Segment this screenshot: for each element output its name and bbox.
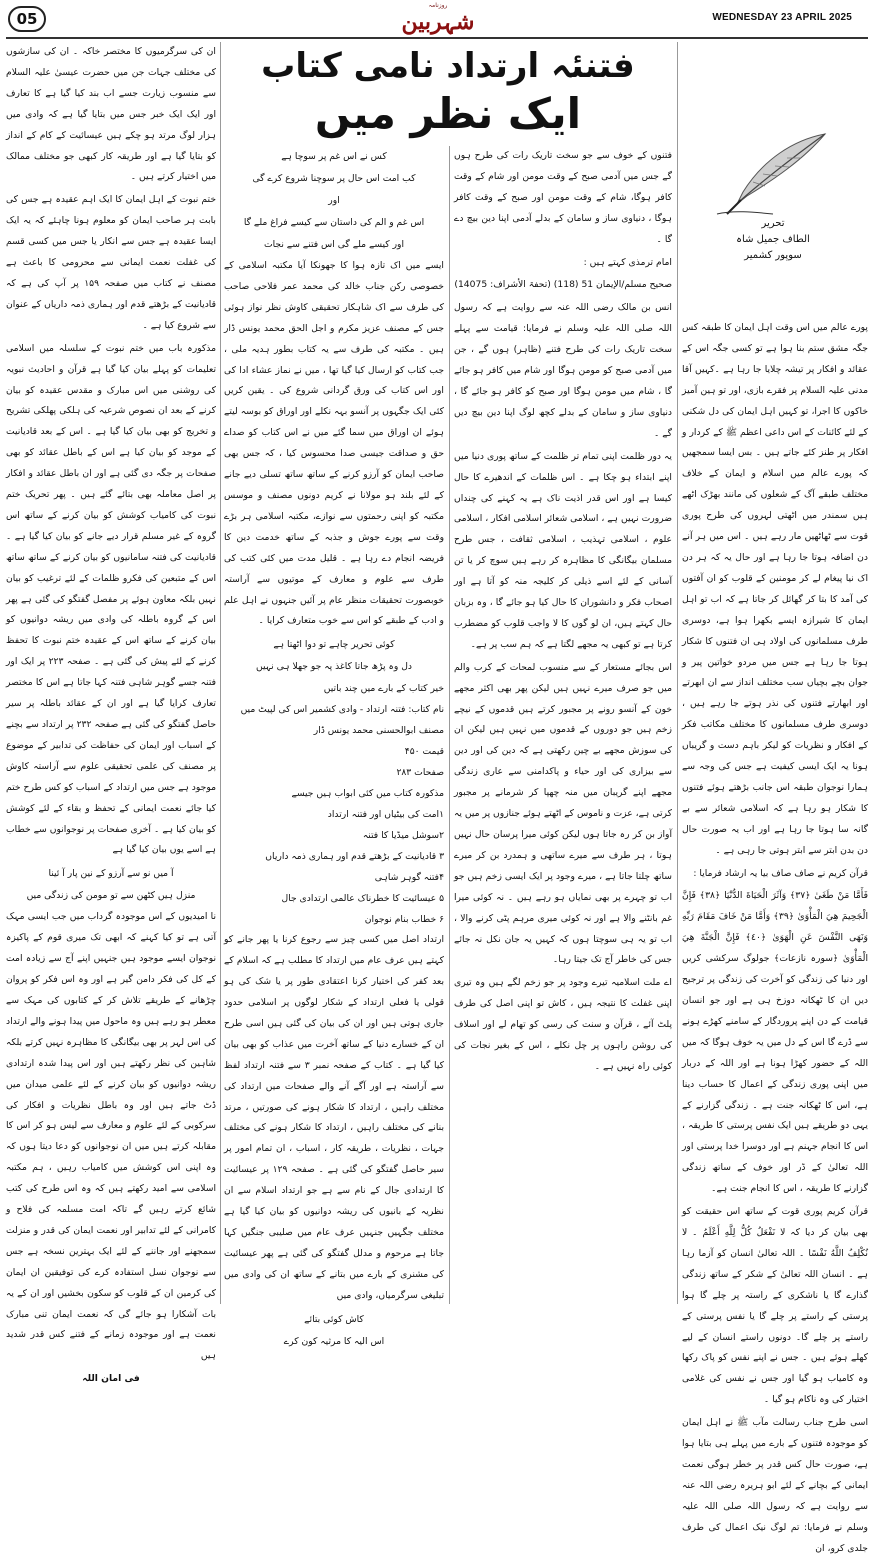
verse-line: کب امت اس حال پر سوچنا شروع کرے گی (252, 173, 416, 184)
paragraph: ایسے میں اک تازہ ہوا کا جھونکا آیا مکتبہ اسلامی کے خصوصی رکن جناب خالد کی محمد عمر فلاحی صاحب کی طرف سے اک شاہکار تحقیقی کاوش نظر نواز ہوئی جس کے مصنف عزیز مکرم و اجل الحق محمد یونس ڈار ہیں ۔ مکتبہ کی طرف سے یہ کتاب بطور ہدیہ ملی ، جب کتاب کو ارسال کیا گیا تھا ، میں نے نماز عشاء ادا کی اور اس کتاب کی ورق گردانی شروع کی ۔ یقین کریں کئی ایک جگہوں پر آنسو بہہ نکلے اور اوراق کو بوسہ لیتے ہوئے ان اوراق میں سما گئے میں نے اس کتاب کو صداے حق و صداقت جیسی صدا محسوس کیا ، کہ جس بھی صاحب ایمان کو آرزو کرنے کے ساتھ ساتھ تسلی دیے جانے کے لئے بلند ہو مولانا نے کریم دونوں مصنف و موسس مکتبہ کو اپنی رحمتوں سے نوازے، مکتبہ اسلامی ہر بڑے وقت سے پورے جوش و جذبہ کے ساتھ خدمت دین کا فریضہ انجام دے رہا ہے ۔ قلیل مدت میں کئی کتب کی طرف سے علوم و معارف کے موتیوں سے آراستہ خوبصورت تحقیقات منظر عام پر آئیں جنہوں نے اہل علم و ادب کے طبقے کو اس سے خوب متعارف کرایا ۔ (224, 260, 444, 627)
paragraph: انس بن مالک رضی اللہ عنہ سے روایت ہے کہ رسول اللہ صلی اللہ علیہ وسلم نے فرمایا: قیامت سے پہلے سخت تاریک رات کی طرح فتنے (ظاہر) ہوں گے ، جن میں آدمی صبح کو مومن ہوگا اور شام میں کافر ہو جائے گا ، شام میں مومن ہوگا اور صبح کو کافر ہو جائے گا ، دنیاوی ساز و سامان کے بدلے کچھ لوگ اپنا دین بیچ دیں گے ۔ (454, 302, 672, 439)
chapter-item: ۴فتنہ گوہر شاہی (374, 872, 444, 884)
book-pages-line: صفحات ۲۸۳ (396, 767, 444, 779)
paragraph: فتنوں کے خوف سے جو سخت تاریک رات کی طرح ہوں گے جس میں آدمی صبح کے وقت مومن اور شام کے وقت کافر ہوگا، شام کے وقت مومن اور صبح کے وقت کافر ہوگا ، دنیاوی ساز و سامان کے بدلے آدمی اپنا دین بیچ دے گا ۔ (454, 150, 672, 245)
paragraph: قرآن کریم نے صاف صاف بیا یہ ارشاد فرمایا : (693, 867, 868, 879)
chapters-heading: مذکورہ کتاب میں کئی ابواب ہیں جیسے (291, 788, 444, 800)
page-header (0, 0, 874, 42)
paragraph: نا امیدیوں کے اس موجودہ گرداب میں جب ایسی مہک آتی ہے تو کیا کہنے کہ ابھی تک میری قوم کے پاکیزہ نوجوان ایسے موجود ہیں جنہیں اپنے آج سے زیادہ امت کے کل کی فکر دامن گیر ہے اور وہ اس فکر کو پروان چڑھانے کے طریقے تلاش کر کے کتابوں کی مہک سے معطر ہو رہے ہیں وہ ماحول میں پیدا ہونے والے ارتداد کی اس لہر پر بھی بیگانگی کا مظاہرہ نہیں کرتے بلکہ شاہین کی نظر رکھتے ہیں اور اس پیدا شدہ ارتدادی ریشہ دوانیوں کو بیان کرنے کے لئے علمی میدان میں ڈٹ جاتے ہیں اور وہ باطل نظریات و افکار کی سرکوبی کے لئے علوم و معارف سے لیس ہو کر اس کا مقابلہ کرتے ہیں میں ان نوجوانوں کو دعا دیتا ہوں کہ وہ اپنی اس کوشش میں کامیاب رہیں ، ہم مکتبہ اسلامی سے امید رکھتے ہیں کہ وہ اس طرح کی کتب شائع کرتے رہیں گے تاکہ امت مسلمہ کی فلاح و کامرانی کے لئے تدابیر اور نعمت ایمان کی قدر و منزلت سمجھنے اور جاننے کے لئے ایک بہترین نسخہ ہے جس سے نوجوان نسل استفادہ کرے کی توفیقین ان ایمان کی کرمین ان کے قلوب کو سکون بخشیں اور ان کے یہ بات آشکارا ہو جائے گی کہ نعمت ایمان تنی مبارک نعمت ہے اور موجودہ زمانے کے فتنے کس قدر شدید ہیں (6, 911, 216, 1362)
paragraph: یہ دور ظلمت اپنی تمام تر ظلمت کے ساتھ پوری دنیا میں اپنے ابتداء ہو چکا ہے ۔ اس ظلمات کے اندھیرے کا حال کیسا ہے اور اس قدر اذیت ناک ہے یہ کہنے کی چنداں ضرورت نہیں ہے ، اسلامی شعائر اسلامی افکار ، اسلامی علوم ، اسلامی تہذیب ، اسلامی ثقافت ، جس طرح مسلمان بیگانگی کا مظاہرہ کر رہے ہیں سوچ کر یا تن آسانی کے لئے اسے ذیلی کر کلیجہ منہ کو آتا ہے اور اصحاب فکر و دانشوران کا حال کیا ہو جائے گا ، وہ بزبان حال کہتے ہیں، ان لو گوں کا لا واجب قلوب کو مضطرب کرتا ہے تو کبھی یہ مجھے لگتا ہے کہ ہم سب پر ہے۔ (454, 450, 672, 650)
paragraph: اے ملت اسلامیہ تیرے وجود پر جو زخم لگے ہیں وہ تیری اپنی غفلت کا نتیجہ ہیں ، کاش تو اپنی اصل کی طرف پلٹ آئے ، قرآن و سنت کی رسی کو تھام لے اور اسلاف کی روشن راہوں پر چل نکلے ، اس کے بغیر نجات کی کوئی راہ نہیں ہے ۔ (454, 977, 672, 1072)
byline-place: سوپور کشمیر (744, 250, 802, 261)
paragraph: ان کی سرگرمیوں کا مختصر خاکہ ۔ ان کی سازشوں کی مختلف جہات جن میں حضرت عیسیٰ علیہ السلام سے منسوب زیارت جسے اب بند کیا گیا ہے کا تعارف اور ایک ایک خبر جس میں بتایا گیا ہے کہ وادی میں ہزار لوگ مرتد ہو چکے ہیں عیسائیت کے کام کے انداز کو بتایا گیا ہے اور طریقہ کار کبھی جو مختلف ممالک میں اختیار کرتے ہیں ۔ (6, 46, 216, 183)
book-details-heading: خیر کتاب کے بارے میں چند باتیں (323, 683, 444, 695)
column-middle-right (454, 146, 672, 1308)
couplet (6, 863, 216, 907)
column-divider (220, 42, 221, 1304)
article-headline (224, 44, 672, 144)
header-rule (6, 37, 868, 39)
chapter-item: ۶ خطاب بنام نوجوان (364, 914, 444, 926)
paragraph: ختم نبوت کے اہل ایمان کا ایک اہم عقیدہ ہے جس کی بابت ہر صاحب ایمان کو معلوم ہونا چاہئے کہ یہ ایک ایسا عقیدہ ہے جس سے انکار یا جس میں کسی قسم کی غفلت نعمت ایمانی سے محرومی کا باعث ہے مصنف نے کتاب میں صفحہ ۱۵۹ پر آپ کی ہے کہ قادیانیت کے بڑھتے قدم اور ہماری ذمہ داریاں کے عنوان سے شروع کیا ہے ۔ (6, 194, 216, 331)
headline-line-1: فتنئہ ارتداد نامی کتاب (261, 46, 635, 86)
chapter-item: ۳ قادیانیت کے بڑھتے قدم اور ہماری ذمہ داریاں (265, 851, 444, 863)
page-number: 05 (8, 6, 46, 32)
byline (688, 130, 858, 310)
paragraph: اسی طرح جناب رسالت مآب ﷺ نے اہل ایمان کو موجودہ فتنوں کے بارے میں پہلے ہی بتایا ہوا ہے، صورت حال کس قدر پر خطر ہوگی نعمت ایمانی کے بچانے کے لئے ابو ہریرہ رضی اللہ عنہ سے روایت ہے کہ رسول اللہ صلی اللہ علیہ وسلم نے فرمایا: تم لوگ نیک اعمال کی طرف جلدی کرو، ان (682, 1417, 868, 1554)
byline-label: تحریر (761, 218, 785, 229)
masthead-logo: شہربین (401, 9, 475, 35)
reference-line: صحیح مسلم/الإيمان 51 (118) (تحفۃ الأشراف: 14075) (454, 279, 672, 291)
byline-author: الطاف جمیل شاہ (736, 234, 810, 245)
verse-line: آ میں نو سے آرزو کے نین پار آ ئینا (48, 868, 174, 880)
book-title-line: نام کتاب: فتنہ ارتداد - وادی کشمیر اس کی لپیٹ میں (240, 704, 444, 716)
masthead (398, 2, 478, 36)
paragraph: پورے عالم میں اس وقت اہل ایمان کا طبقہ کس جگہ مشق ستم بنا ہوا ہے تو کسی جگہ اس کے عقائد و افکار پر تیشہ چلایا جا رہا ہے ۔کہیں آقا مدنی علیہ السلام پر فقرے بازی، اور تو ہین آمیز خاکوں کا اجرا، تو کہیں اہل ایمان کی دل شکنی کے لئے کائنات کے اس داعی اعظم ﷺ کے کردار و افکار پر طنز کئے جاتے ہیں ۔ بس ایسا سمجھیں کہ پورے عالم میں اسلام و ایمان کے خلاف مختلف طبقے آگ کے شعلوں کی مانند بھڑک اٹھے ہیں سمندر میں اٹھتی لہروں کی طرح پوری قوت سے ٹھاٹھیں مار رہے ہیں ۔ اس میں ہر آنے دن اضافہ ہوتا جا رہا ہے اور حال یہ کہ ہر دن اک نیا پیغام لے کر مومنین کے قلوب کو ان آفتوں کی آمد کا بتا کر گھائل کر جاتا ہے کہ اب تو اہل ایمان کا شیرازہ ایسے بکھرا ہوا ہے، دوسری طرف مسلمانوں کی اولاد ہی ان فتنوں کا شکار ہوتا جا رہا ہے جس میں مردو خواتین پیر و جوان بچے بچیاں سب مختلف انداز سے ان ابھرتے اور ابھارتے فتنوں کی نذر ہوتے جا رہے ہیں ، دوسری طرف مسلمانوں کا مختلف مکاتب فکر کے افکار و نظریات کو لیکر باہم دست و گریباں ہونا یہ ایک ایسی کیفیت ہے جس کی وجہ سے ہمارا نوجوان طبقہ اس جانب بڑھتے ہوئے فتنوں کا شکار ہو رہا ہے کہ اسلامی شعائر سے بے گانہ سا ہوتا جا رہا ہے اور اب یہ صورت حال دن بدن ابتر سے ابتر ہوتی جا رہی ہے ۔ (682, 322, 868, 856)
masthead-tagline: روزنامہ (428, 2, 448, 9)
column-right (682, 42, 869, 1554)
quill-pen-icon (713, 130, 833, 216)
verse-line: کوئی تحریر چاہے تو دوا اٹھتا ہے (273, 639, 395, 651)
verse-line: منزل ہیں کٹھن سے تو مومن کی زندگی میں (26, 890, 196, 902)
column-divider (449, 146, 450, 1304)
couplet (224, 634, 444, 678)
book-details (224, 678, 444, 930)
column-divider (677, 42, 678, 1304)
closing-verse (224, 1309, 444, 1353)
book-author-line: مصنف ابوالحسنی محمد یونس ڈار (313, 725, 444, 737)
verse-line: کاش کوئی بتائے (304, 1313, 364, 1325)
chapter-item: ۲سوشل میڈیا کا فتنہ (362, 830, 444, 842)
verse-line: اور (328, 195, 340, 206)
issue-date: WEDNESDAY 23 APRIL 2025 (712, 12, 852, 23)
chapter-item: ۵ عیسائیت کا خطرناک عالمی ارتدادی جال (281, 893, 444, 905)
column-right-body (682, 318, 869, 1554)
paragraph: ارتداد اصل میں کسی چیز سے رجوع کرنا یا پھر جانے کو کہتے ہیں عرف عام میں ارتداد کا مطلب ہے کہ اسلام کے بعد کفر کی اختیار کرنا اعتقادی طور پر یا شک کی ہو قولی یا فعلی ارتداد کے شکار لوگوں پر اسلامی حدود جاری ہوتی ہیں اور ان کی بیان کی گئی ہیں اسی طرح ان کے خسارے دنیا کے ساتھ آخرت میں عذاب کو بھی بیان کیا گیا ہے ۔ کتاب کے صفحہ نمبر ۳ سے فتنہ ارتداد لفظ سے آراستہ ہے اور آگے آنے والے صفحات میں ارتداد کی مختلف راہیں ، ارتداد کا شکار ہونے کی صورتیں ، مرتد بنانے کی مختلف راہیں ، ارتداد کا شکار ہونے کی مختلف جہات ، نظریات ، طریقہ کار ، اسباب ، ان تمام امور پر سیر حاصل گفتگو کی گئی ہے ۔ صفحہ ۱۲۹ پر عیسائیت کا ارتدادی جال کے نام سے ہے جو ارتداد اسلام سے ان نظریہ کے بانیوں کی ریشہ دوانیوں کو بیان کیا گیا ہے مختلف جگہیں جنہیں عرف عام میں صلیبی جنگیں کہا جاتا ہے مرحوم و مدلل گفتگو کی گئی ہے پھر عیسائیت کی مشنری کے بارے میں بتانے کے ساتھ ان کی وادی میں تبلیغی سرگرمیاں، وادی میں (224, 934, 445, 1301)
paragraph: مذکورہ باب میں ختم نبوت کے سلسلہ میں اسلامی تعلیمات کو پہلے بیان کیا گیا ہے قرآن و احادیث نبویہ کی روشنی میں اس مبارک و مقدس عقیدہ کو بیان کرنے کے بعد ان نصوص شرعیہ کی ہلکی پھلکی تشریح و تخریج کو بھی بیان کیا گیا ہے ۔ اس کے بعد قادیانیت کے موجد کو بیان کیا ہے اس کے باطل عقائد کو بھی صفحات پر جگہ دی گئی ہے اور ان باطل عقائد و افکار پر اصل معاملہ بھی بتائے گئے ہیں ۔ پھر تحریک ختم نبوت کی کامیاب کوشش کو بیان کرنے کے ساتھ اس گروہ کے غیر مسلم قرار دیے جانے کو بیان کیا گیا ہے ۔ قادیانیت کی فتنہ سامانیوں کو بیان کرنے کے ساتھ ساتھ اس کے متبعین کی فکرو ظلمات کے لئے ترغیب کو بیان نہیں بلکہ معاون ہوئے پر مفصل گفتگو کی گئی ہے پھر اس کے گروہ باطلہ کی وادی میں ریشہ دوانیوں کو بیان کرنے کے ساتھ اس کے عقیدہ ختم نبوت کا تحفظ کرنے کے لئے پیش کی گئی ہے ۔ صفحہ ۲۲۳ پر ایک اور فتنہ جسے گوہر شاہی فتنہ کہا جاتا ہے اس کا مختصر تعارف کرایا گیا ہے اور ان کے عقائد باطلہ پر سیر حاصل گفتگو کی گئی ہے صفحہ ۲۳۲ پر ارتداد سے بچنے کے اسباب اور ایمان کی حفاظت کی تدابیر کے موضوع پر مصنف کی علمی تحقیقی علوم سے آراستہ کاوش موجود ہے جس میں ارتداد کے اسباب کو کس طرح ختم کیا جائے نعمت ایمانی کے تحفظ و بقاء کے لئے کوشش کو بیان کیا ہے ۔ آخری صفحات پر نوجوانوں سے خطاب ہے اسے یوں بیان کیا گیا ہے (6, 342, 217, 856)
column-left (6, 42, 217, 1385)
verse-line: اور کیسے ملے گی اس فتنے سے نجات (263, 239, 405, 250)
chapter-item: ۱امت کی بیٹیاں اور فتنہ ارتداد (327, 809, 444, 821)
column-middle-left (224, 146, 445, 1347)
sign-off: فی امان اللہ (82, 1373, 140, 1385)
verse-line: دل وہ پڑھ جاتا کاغذ پہ جو جھلا ہی نہیں (255, 661, 413, 673)
verse-line: اس غم و الم کی داستان سے کیسے فراغ ملے گا (243, 217, 425, 228)
headline-line-2: ایک نظر میں (314, 89, 582, 138)
reference-line: امام ترمذی کہتے ہیں : (583, 256, 672, 268)
paragraph: قرآن کریم پوری قوت کے ساتھ اس حقیقت کو بھی بیان کر دیا کہ لا نَفْعَلُ كُلُّ لِلَّهِ أَعْلَمُ ۔ لا نُكْلِفُ اللَّهُ نَفْسًا ۔ اللہ تعالیٰ انسان کو آزما رہا ہے ۔ انسان اللہ تعالیٰ کے شکر کے ساتھ زندگی گذارے گا یا ناشکری کے راستہ پر چلے گا ہوا پرستی کے راستے پر چلے گا یا نفس پرستی کے راستے پر چلے گا۔ دونوں راستے انسان کے لیے کھلے ہوئے ہیں ۔ جس نے اپنے نفس کو پاک رکھا وہ کامیاب ہو گیا اور جس نے نفس کی غلامی اختیار کی وہ ناکام ہو گیا ۔ (682, 1206, 868, 1406)
paragraph: اس بجائے مستعار کے سے منسوب لمحات کے کرب والم میں جو صرف میرے نہیں ہیں لیکن پھر بھی اکثر مجھے خون کے آنسو رونے پر مجبور کرتے ہیں قدموں کے نیچے زخم ہیں جو دوروں کے قدموں میں نہیں ہیں لیکن ان کی سوزش مجھے بے چین رکھتی ہے کہ دین کی اور دین سے بیزاری کی اور حیاء و پاکدامنی سے عاری زندگی مجھے اپنے گریبان میں منہ چھپا کر شرمانے پر مجبور کرتی ہے، عزت و ناموس کے اٹھتے ہوئے جنازوں پر میں یہ آواز بن کر رہ جاتا ہوں لیکن کوئی میرا پرسان حال نہیں ہوتا ، ہر طرف سے میرے ساتھی و ہمدرد بن کر میرے ساتھ چلتا جاتا ہے ، میرے وجود پر ایک ایسی زخم ہیں جو اب تو چہرے پر بھی نمایاں ہو رہے ہیں ۔ نہ کوئی میرا غم بانٹنے والا ہے اور نہ کوئی میری مرہم پٹی کرنے والا ، اب تو یہ ہی سوچتا ہوں کہ کہیں یہ جان نکل نہ جائے جس کی خاطر آج تک جیتا رہا۔ (454, 661, 672, 966)
book-price-line: قیمت ۴۵۰ (404, 746, 444, 758)
quran-quote: فَأَمَّا مَنْ طَغَىٰ ﴿٣٧﴾ وَآثَرَ الْحَيَاةَ الدُّنْيَا ﴿٣٨﴾ فَإِنَّ الْجَحِيمَ هِيَ الْمَأْوَىٰ ﴿٣٩﴾ وَأَمَّا مَنْ خَافَ مَقَامَ رَبِّهِ وَنَهَى النَّفْسَ عَنِ الْهَوَىٰ ﴿٤٠﴾ فَإِنَّ الْجَنَّةَ هِيَ الْمَأْوَىٰ ﴿سورہ نازعات﴾ جولوگ سرکشی کریں اور دنیا کی زندگی کو آخرت کی زندگی پر ترجیح دیں ان کا ٹھکانہ دوزخ ہی ہے اور جو انسان قیامت کے دن اپنے پروردگار کے سامنے کھڑے ہونے سے ڈرے گا اس کے دل میں یہ خوف ہوگا کہ میں اللہ کے حضور کھڑا ہونا ہے اور اللہ کے دربار میں اپنی پوری زندگی کے اعمال کا حساب دینا ہے، اس کا ٹھکانہ جنت ہے ۔ زندگی گزارنے کے یہی دو طریقے ہیں ایک نفس پرستی کا طریقہ ، اس کا انجام جہنم ہے اور دوسرا خدا پرستی اور اللہ تعالیٰ کے ڈر اور خوف کے ساتھ زندگی گزارنے کا طریقہ ، اس کا انجام جنت ہے۔ (682, 890, 869, 1195)
verse-line: اس الیہ کا مرثیہ کون کرے (283, 1335, 385, 1347)
verse-line: کس نے اس غم پر سوچا ہے (281, 151, 387, 162)
poem-verses (224, 146, 444, 256)
